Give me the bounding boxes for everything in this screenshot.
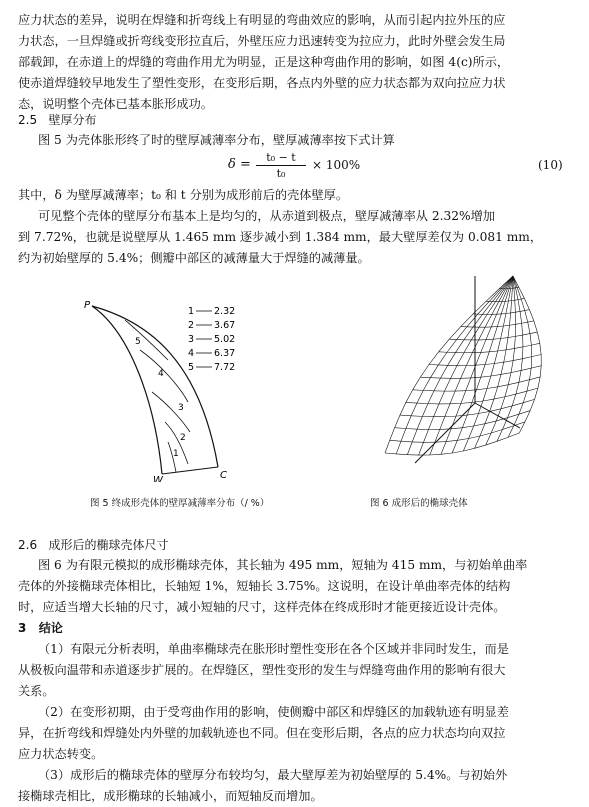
legend-key: 4	[188, 348, 195, 359]
mesh-line	[452, 451, 463, 453]
mesh-line	[522, 357, 531, 359]
equation-note: 其中，δ 为壁厚减薄率；t₀ 和 t 分别为成形前后的壳体壁厚。	[18, 188, 349, 202]
mesh-line	[498, 338, 501, 350]
mesh-line	[420, 365, 429, 378]
mesh-line	[490, 399, 494, 411]
text-line: 图 6 为有限元模拟的成形椭球壳体，其长轴为 495 mm，短轴为 415 mm，与初始单曲率	[38, 558, 528, 572]
section-heading-3	[18, 620, 574, 636]
mesh-line	[456, 340, 464, 353]
mesh-line	[498, 374, 501, 386]
mesh-line	[521, 359, 522, 371]
text-line: 部载卸，在赤道上的焊缝的弯曲作用尤为明显，正是这种弯曲作用的影响，如图 4(c)所示，	[18, 55, 510, 69]
mesh-line	[395, 428, 406, 429]
mesh-line	[524, 298, 529, 309]
mesh-line	[497, 326, 503, 327]
mesh-line	[531, 366, 541, 368]
mesh-line	[511, 312, 516, 313]
mesh-line	[472, 390, 477, 403]
text-line: 使赤道焊缝较早地发生了塑性变形，在变形后期，各点内外壁的应力状态都为双向拉应力状	[18, 76, 506, 90]
mesh-line	[528, 321, 534, 322]
legend-value: 6.37	[214, 348, 236, 359]
mesh-line	[450, 391, 455, 404]
mesh-line	[385, 440, 390, 453]
text-line: （1）有限元分析表明，单曲率椭球壳在胀形时塑性变形在各个区域并非同时发生，而是	[38, 642, 509, 656]
mesh-line	[532, 355, 541, 357]
mesh-line	[420, 377, 430, 378]
mesh-line	[489, 351, 497, 352]
mesh-line	[491, 421, 496, 433]
mesh-line	[518, 300, 520, 312]
mesh-line	[487, 376, 491, 388]
mesh-line	[494, 397, 505, 399]
mesh-line	[530, 332, 537, 334]
mesh-line	[434, 404, 439, 417]
figure-6-caption: 图 6 成形后的椭球壳体	[370, 498, 468, 509]
mesh-line	[521, 298, 524, 299]
section-title: 壁厚分布	[48, 113, 97, 127]
mesh-line	[504, 361, 513, 363]
mesh-line	[481, 376, 491, 377]
mesh-line	[522, 323, 523, 335]
text-line: 应力状态转变。	[18, 747, 104, 761]
mesh-line	[483, 388, 487, 400]
label-pole: P	[84, 300, 91, 311]
text-line: （3）成形后的椭球壳体的壁厚分布较均匀，最大壁厚差为初始壁厚的 5.4%。与初始外	[38, 768, 508, 782]
mesh-line	[481, 340, 486, 353]
mesh-line	[401, 441, 412, 442]
mesh-surface	[385, 276, 541, 455]
mesh-line	[519, 287, 525, 298]
mesh-line	[475, 436, 480, 448]
mesh-line	[508, 406, 513, 418]
text-line: 异，在折弯线和焊缝处内外壁的加载轨迹也不同。但在变形后期，各点的应力状态均向双拉	[18, 726, 506, 740]
legend-key: 5	[188, 362, 195, 373]
mesh-line	[463, 438, 468, 450]
mesh-line	[434, 378, 441, 391]
mesh-line	[493, 327, 497, 340]
mesh-line	[498, 350, 506, 351]
equation-denominator: t₀	[276, 167, 286, 180]
legend-key: 3	[188, 334, 195, 345]
mesh-line	[490, 409, 501, 412]
mesh-line	[400, 402, 406, 415]
mesh-line	[395, 415, 400, 428]
mesh-line	[508, 373, 511, 385]
text-line: 关系。	[18, 684, 55, 698]
mesh-line	[428, 417, 433, 430]
mesh-line	[417, 403, 428, 404]
mesh-line	[531, 343, 539, 345]
mesh-line	[514, 288, 515, 300]
mesh-line	[441, 365, 448, 378]
mesh-line	[485, 363, 494, 364]
mesh-line	[411, 403, 417, 416]
mesh-line	[516, 382, 519, 394]
text-line: 壳体的外接椭球壳体相比，长轴短 1%，短轴长 3.75%。这说明，在设计单曲率壳体的结构	[18, 579, 511, 593]
mesh-line	[494, 362, 503, 363]
mesh-line	[501, 397, 505, 409]
mesh-line	[505, 394, 516, 397]
mesh-line	[513, 348, 514, 360]
mesh-line	[485, 352, 489, 365]
text-line: 到 7.72%，也就是说壁厚从 1.465 mm 逐步减小到 1.384 mm，最大壁厚差仅为 0.081 mm，	[18, 230, 543, 244]
mesh-line	[525, 311, 528, 323]
mesh-line	[445, 378, 451, 391]
mesh-line	[494, 387, 498, 399]
contour-line-5	[125, 320, 168, 360]
mesh-line	[446, 440, 457, 441]
contour-label-1: 1	[173, 449, 179, 459]
mesh-line	[483, 399, 494, 401]
mesh-line	[445, 404, 450, 417]
text-line: 应力状态的差异，说明在焊缝和折弯线上有明显的弯曲效应的影响，从而引起内拉外压的应	[18, 13, 506, 27]
mesh-line	[476, 365, 485, 366]
label-corner: C	[220, 470, 227, 481]
mesh-line	[476, 377, 480, 390]
mesh-line	[451, 428, 462, 429]
mesh-line	[475, 445, 486, 448]
mesh-line	[487, 302, 495, 315]
mesh-line	[457, 438, 468, 440]
mesh-line	[413, 390, 424, 391]
mesh-line	[511, 361, 513, 373]
mesh-line	[491, 374, 501, 376]
mesh-line	[440, 417, 445, 430]
mesh-line	[473, 314, 483, 327]
mesh-line	[419, 442, 424, 455]
mesh-line	[462, 426, 473, 428]
mesh-line	[522, 322, 528, 323]
equation-fraction	[252, 151, 310, 180]
equation-10	[0, 151, 589, 181]
mesh-line	[457, 353, 464, 366]
mesh-line	[485, 421, 496, 424]
section-heading-2-6	[18, 537, 574, 553]
contour-label-3: 3	[178, 403, 184, 413]
legend-key: 2	[188, 320, 195, 331]
mesh-line	[452, 440, 457, 453]
mesh-line	[512, 394, 516, 406]
mesh-line	[527, 380, 530, 392]
mesh-line	[501, 406, 512, 409]
mesh-line	[504, 350, 506, 362]
label-weld: W	[153, 475, 163, 482]
contour-line-3	[152, 392, 190, 432]
mesh-line	[430, 454, 441, 455]
mesh-line	[523, 334, 530, 335]
mesh-line	[515, 300, 516, 312]
mesh-line	[474, 424, 485, 426]
mesh-line	[430, 442, 435, 455]
mesh-line	[439, 391, 445, 404]
mesh-line	[447, 340, 457, 353]
legend-key: 1	[188, 306, 195, 317]
mesh-line	[480, 433, 491, 436]
text-line: 接椭球壳相比，成形椭球的长轴减小，而短轴反而增加。	[18, 789, 323, 803]
shell-outline	[92, 306, 162, 474]
text-line: 时，应适当增大长轴的尺寸，减小短轴的尺寸，这样壳体在终成形时才能更接近设计壳体。	[18, 600, 506, 614]
mesh-line	[441, 442, 446, 455]
mesh-line	[508, 336, 515, 337]
mesh-line	[438, 352, 447, 365]
mesh-line	[501, 373, 511, 375]
legend-value: 5.02	[214, 334, 236, 345]
contour-label-4: 4	[158, 369, 164, 379]
mesh-line	[456, 403, 461, 416]
mesh-line	[503, 313, 506, 325]
mesh-line	[467, 402, 472, 415]
mesh-line	[530, 368, 532, 380]
mesh-line	[501, 301, 505, 314]
mesh-line	[516, 323, 522, 324]
mesh-line	[406, 416, 411, 429]
mesh-line	[515, 311, 520, 312]
mesh-line	[428, 391, 434, 404]
mesh-line	[520, 311, 522, 323]
mesh-line	[515, 347, 523, 349]
mesh-line	[489, 289, 501, 302]
text-line: 从极板向温带和赤道逐步扩展的。在焊缝区，塑性变形的发生与焊缝弯曲作用的影响有很大	[18, 663, 506, 677]
mesh-line	[518, 299, 521, 300]
mesh-line	[519, 403, 523, 415]
mesh-line	[440, 429, 451, 430]
mesh-line	[528, 322, 530, 334]
mesh-line	[413, 377, 421, 390]
mesh-line	[519, 380, 530, 383]
mesh-line	[523, 399, 534, 402]
mesh-line	[461, 402, 472, 403]
text-line: 可见整个壳体的壁厚分布基本上是均匀的，从赤道到极点，壁厚减薄率从 2.32%增加	[38, 209, 495, 223]
mesh-line	[508, 414, 519, 417]
mesh-line	[520, 311, 525, 312]
mesh-line	[491, 363, 495, 375]
mesh-line	[412, 429, 417, 442]
mesh-line	[506, 338, 508, 350]
mesh-line	[509, 313, 510, 325]
mesh-line	[406, 390, 413, 403]
mesh-line	[521, 299, 525, 311]
mesh-line	[506, 348, 514, 349]
mesh-line	[462, 415, 467, 428]
mesh-line	[516, 391, 527, 394]
mesh-line	[469, 436, 480, 438]
mesh-line	[466, 353, 472, 366]
legend-value: 2.32	[214, 306, 236, 317]
mesh-line	[540, 343, 541, 354]
mesh-line	[530, 377, 541, 380]
legend-value: 7.72	[214, 362, 236, 373]
mesh-line	[467, 314, 478, 327]
mesh-line	[530, 399, 534, 410]
mesh-line	[464, 340, 471, 353]
mesh-line	[463, 448, 474, 451]
mesh-line	[498, 385, 509, 387]
mesh-line	[445, 416, 456, 417]
mesh-line	[538, 377, 540, 388]
mesh-line	[448, 353, 456, 366]
mesh-line	[406, 402, 417, 403]
mesh-line	[478, 411, 489, 413]
mesh-line	[423, 378, 430, 391]
mesh-line	[476, 388, 487, 389]
mesh-line	[401, 429, 406, 442]
mesh-line	[493, 338, 500, 339]
mesh-line	[501, 338, 508, 339]
mesh-line	[506, 313, 511, 314]
section-number: 3	[18, 621, 27, 635]
legend	[188, 306, 235, 373]
mesh-line	[537, 332, 539, 343]
mesh-line	[469, 426, 474, 438]
mesh-line	[527, 388, 538, 391]
mesh-line	[530, 334, 531, 346]
legend-value: 3.67	[214, 320, 236, 331]
mesh-line	[474, 413, 479, 425]
mesh-line	[429, 352, 439, 365]
mesh-line	[515, 336, 516, 348]
mesh-line	[467, 413, 478, 415]
mesh-line	[472, 401, 483, 402]
mesh-line	[521, 368, 531, 370]
mesh-line	[523, 391, 527, 403]
mesh-line	[390, 440, 401, 441]
mesh-line	[487, 387, 498, 389]
contour-label-2: 2	[180, 433, 186, 443]
mesh-line	[471, 377, 481, 378]
mesh-line	[407, 442, 412, 455]
equation-numerator: t₀ − t	[266, 151, 296, 164]
mesh-line	[501, 362, 504, 374]
mesh-line	[417, 390, 423, 403]
mesh-line	[506, 301, 508, 313]
mesh-line	[491, 314, 496, 327]
mesh-line	[457, 428, 462, 441]
mesh-line	[411, 416, 422, 417]
mesh-line	[481, 365, 485, 378]
mesh-line	[515, 300, 518, 301]
equation-lhs: δ =	[228, 157, 251, 172]
figure-5-caption: 图 5 终成形壳体的壁厚减薄率分布（/ %）	[90, 498, 270, 509]
shell-outline	[92, 306, 218, 467]
mesh-line	[534, 321, 538, 332]
mesh-line	[531, 357, 532, 369]
contour-line-4	[140, 350, 188, 402]
mesh-line	[417, 416, 422, 429]
mesh-line	[529, 310, 533, 321]
mesh-line	[422, 404, 428, 417]
mesh-line	[501, 326, 504, 338]
mesh-line	[406, 429, 417, 430]
mesh-line	[480, 424, 485, 436]
section-number: 2.6	[18, 538, 38, 552]
shell-base	[162, 467, 218, 474]
mesh-line	[508, 325, 510, 337]
mesh-line	[485, 411, 490, 423]
mesh-line	[396, 441, 401, 454]
mesh-line	[486, 327, 491, 340]
mesh-line	[512, 403, 523, 406]
section-title: 成形后的椭球壳体尺寸	[48, 538, 169, 552]
mesh-line	[515, 335, 522, 336]
mesh-line	[511, 370, 521, 372]
mesh-line	[505, 385, 508, 397]
mesh-line	[512, 288, 513, 300]
mesh-line	[396, 454, 407, 455]
mesh-line	[511, 301, 512, 313]
text-line: 约为初始壁厚的 5.4%；侧瓣中部区的减薄量大于焊缝的减薄量。	[18, 251, 370, 265]
mesh-line	[479, 327, 486, 340]
figure-6-shell-mesh	[345, 268, 545, 483]
text-line: 力状态，一旦焊缝或折弯线变形拉直后，外壁压应力迅速转变为拉应力，此时外壁会发生局	[18, 34, 506, 48]
mesh-line	[455, 378, 460, 391]
mesh-line	[449, 327, 461, 340]
mesh-line	[441, 453, 452, 454]
equation-number: (10)	[538, 158, 563, 172]
mesh-line	[461, 314, 473, 327]
mesh-line	[451, 366, 457, 379]
mesh-line	[508, 382, 519, 384]
section-title: 结论	[38, 621, 63, 635]
contour-label-5: 5	[135, 337, 141, 347]
text-line: （2）在变形初期，由于受弯曲作用的影响，使侧瓣中部区和焊缝区的加载轨迹有明显差	[38, 705, 509, 719]
mesh-line	[424, 429, 429, 442]
mesh-line	[466, 378, 471, 391]
mesh-line	[540, 366, 541, 377]
mesh-line	[461, 365, 467, 378]
mesh-line	[461, 391, 466, 404]
mesh-line	[492, 302, 499, 315]
mesh-line	[385, 453, 396, 454]
figure-5-contour-plot	[70, 292, 270, 482]
section-number: 2.5	[18, 113, 38, 127]
mesh-line	[476, 352, 481, 365]
fraction-bar	[256, 165, 306, 166]
text-line: 态，说明整个壳体已基本胀形成功。	[18, 97, 213, 111]
mesh-line	[509, 324, 515, 325]
fig5-intro: 图 5 为壳体胀形终了时的壁厚减薄率分布，壁厚减薄率按下式计算	[38, 133, 395, 147]
mesh-line	[523, 345, 531, 347]
mesh-line	[439, 339, 450, 352]
mesh-line	[503, 325, 509, 326]
mesh-line	[400, 415, 411, 416]
mesh-line	[497, 301, 502, 314]
mesh-line	[513, 359, 522, 361]
mesh-line	[497, 314, 501, 327]
mesh-line	[519, 370, 521, 382]
mesh-line	[390, 428, 395, 441]
mesh-line	[494, 351, 497, 363]
equation-rhs: × 100%	[312, 158, 361, 172]
mesh-line	[535, 388, 538, 399]
mesh-line	[489, 339, 493, 352]
section-heading-2-5	[18, 112, 574, 128]
mesh-line	[525, 310, 530, 311]
mesh-line	[430, 365, 438, 378]
mesh-line	[481, 352, 489, 353]
